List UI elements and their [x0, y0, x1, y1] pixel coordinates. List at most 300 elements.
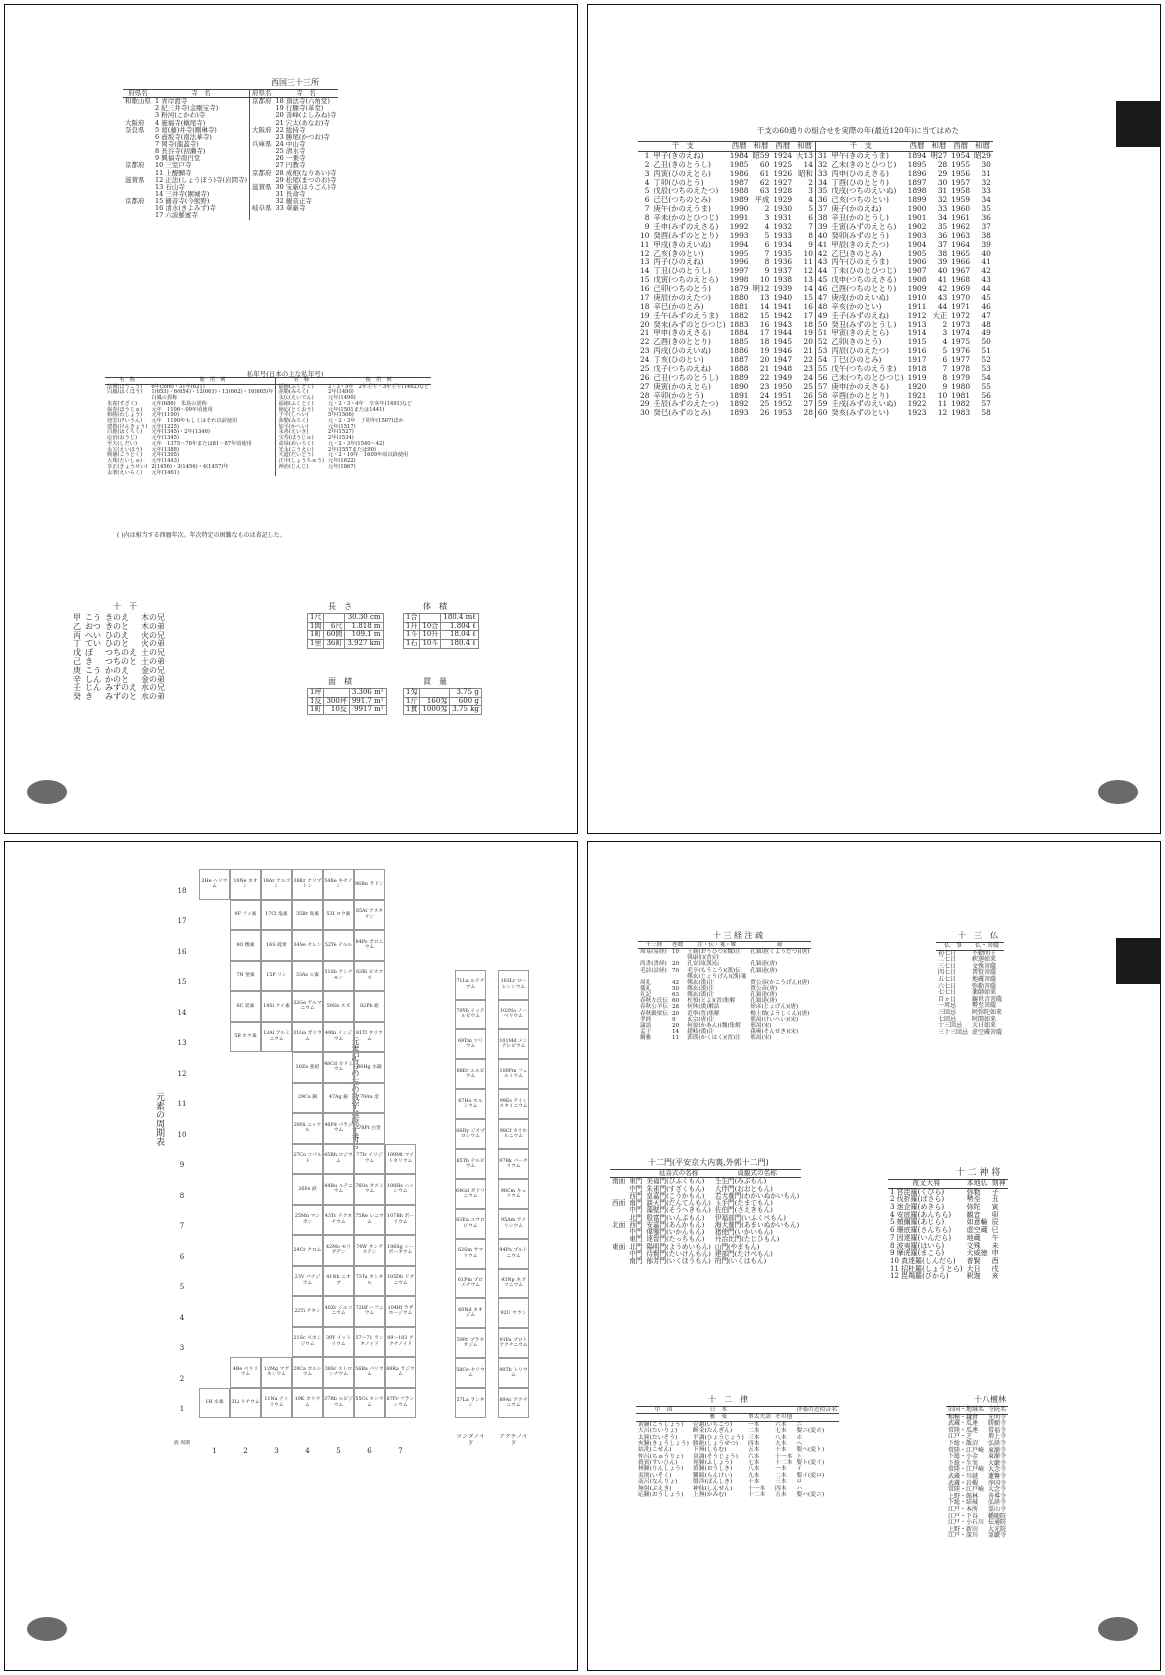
- actinoid-label: アクチノイド: [499, 1434, 528, 1447]
- table-cell: 善導寺: [988, 1492, 1007, 1500]
- table-cell: 水の弟: [141, 692, 165, 702]
- table-cell: 江戸・下谷: [948, 1512, 979, 1520]
- table-cell: 1978: [951, 363, 971, 373]
- table-cell: 30.30 cm: [345, 614, 383, 623]
- table-cell: 6: [808, 213, 813, 222]
- element-cell: 49In インジウム: [323, 1022, 354, 1053]
- table-cell: 常陸・江戸崎: [948, 1446, 985, 1454]
- taiseki-table: [403, 613, 479, 649]
- table-cell: 1町: [308, 631, 324, 640]
- table-cell: 三回忌: [938, 1008, 957, 1016]
- table-cell: [249, 148, 273, 155]
- table-cell: [123, 205, 153, 212]
- table-cell: 東門: [629, 1235, 643, 1244]
- table-cell: 9: [764, 266, 770, 276]
- element-cell: 95Am アメリシウム: [498, 1209, 529, 1239]
- table-cell: 孫奭(そんせき)(宋): [750, 1028, 799, 1035]
- table-cell: 19: [803, 328, 813, 338]
- table-cell: 14: [803, 284, 813, 293]
- table-cell: 1912: [907, 310, 927, 320]
- table-cell: 癸丑(みずのとうし): [831, 319, 897, 329]
- table-cell: 庚寅(かのえとら): [653, 381, 711, 391]
- table-cell: 19: [759, 346, 770, 356]
- table-cell: 戊申(つちのえさる): [831, 275, 897, 285]
- column-header: 府県名: [249, 90, 273, 98]
- table-cell: 32: [981, 177, 991, 187]
- table-cell: 62: [759, 177, 770, 187]
- table-cell: 8 波夷羅(はいら): [890, 1241, 945, 1250]
- table-cell: 1合: [404, 614, 420, 623]
- danrin-title: 十八檀林: [974, 1395, 1006, 1404]
- table-cell: 18.04 ℓ: [441, 631, 478, 640]
- table-cell: 明27: [930, 150, 948, 160]
- table-cell: 31 長命寺: [275, 189, 306, 198]
- element-cell: 14Si ケイ素: [261, 991, 292, 1022]
- table-cell: 辛酉(かのととり): [831, 390, 889, 400]
- table-cell: 1902: [907, 221, 927, 231]
- table-cell: 応鐘(おうしょう): [638, 1491, 684, 1498]
- table-cell: 中門: [629, 1228, 643, 1236]
- table-cell: 庚申(かのえさる): [831, 381, 889, 391]
- table-cell: 丁: [73, 639, 81, 649]
- table-cell: 1980: [951, 381, 971, 391]
- table-cell: 20 善峰(よしみね)寺: [275, 111, 337, 120]
- table-cell: 5: [644, 186, 650, 196]
- table-cell: 9: [942, 381, 948, 391]
- table-cell: 1936: [773, 257, 793, 267]
- table-cell: 27 円教寺: [275, 161, 306, 170]
- table-cell: 991.7 m²: [349, 697, 386, 706]
- table-cell: 1923: [907, 408, 927, 418]
- saigoku-title: 西国三十三所: [271, 78, 319, 87]
- table-cell: 1977: [951, 355, 971, 364]
- table-cell: 26: [759, 408, 770, 418]
- element-cell: 94Pu プルトニウム: [498, 1239, 529, 1269]
- table-cell: 西門: [629, 1191, 643, 1200]
- element-cell: 24Cr クロム: [292, 1235, 323, 1266]
- table-cell: 霊山寺: [988, 1505, 1007, 1513]
- table-cell: 1905: [907, 248, 927, 258]
- table-cell: 丹治比門(たじひもん): [714, 1235, 780, 1244]
- table-cell: 甲戌(きのえいぬ): [653, 239, 711, 249]
- jusanbutsu-title: 十 三 仏: [958, 931, 998, 940]
- table-cell: 1994: [729, 239, 749, 249]
- table-cell: 普賢: [966, 1256, 981, 1265]
- table-cell: 1881: [729, 301, 749, 311]
- element-cell: 23V バナジウム: [292, 1266, 323, 1297]
- table-cell: 16: [759, 319, 770, 329]
- table-cell: 2: [644, 159, 650, 169]
- column-header: 和暦: [972, 142, 993, 152]
- table-cell: 10合: [420, 622, 441, 631]
- nengo-table: [105, 377, 431, 476]
- table-cell: 46: [815, 285, 829, 294]
- period-number: 5: [336, 1447, 341, 1456]
- table-cell: 京都府: [125, 161, 145, 170]
- table-cell: 6: [764, 239, 770, 249]
- table-cell: 1893: [729, 408, 749, 418]
- table-cell: 1947: [773, 355, 793, 364]
- column-header: 寺 名: [153, 90, 249, 98]
- table-cell: 57: [815, 383, 829, 392]
- table-cell: 8 長谷寺(初瀬寺): [155, 147, 206, 156]
- element-cell: 56Ba バリウム: [354, 1357, 385, 1388]
- element-cell: 41Nb ニオブ: [323, 1266, 354, 1297]
- table-cell: 30: [640, 408, 650, 418]
- table-cell: 8: [764, 257, 770, 267]
- table-cell: 盤渉(ばんしき): [692, 1479, 733, 1486]
- table-cell: 8: [808, 230, 813, 240]
- table-cell: 中門: [629, 1206, 643, 1215]
- element-cell: 107Bh ボーリウム: [385, 1205, 416, 1236]
- table-cell: 乙巳(きのとみ): [831, 248, 882, 258]
- element-cell: 32Ge ゲルマニウム: [292, 991, 323, 1022]
- table-cell: 1959: [951, 195, 971, 205]
- table-cell: 1921: [907, 390, 927, 400]
- column-header: [746, 1407, 773, 1414]
- table-cell: 大光院: [988, 1525, 1007, 1533]
- table-cell: 酉: [991, 1256, 999, 1265]
- table-cell: 24: [640, 355, 650, 364]
- table-cell: [123, 148, 153, 155]
- table-cell: 32: [815, 161, 829, 170]
- table-cell: 1884: [729, 328, 749, 338]
- element-cell: 10Ne ネオン: [230, 869, 261, 900]
- table-cell: 毛詩(詩経): [640, 967, 667, 974]
- table-cell: 九本: [775, 1440, 787, 1447]
- table-cell: 2 伐折羅(ばさら): [890, 1195, 945, 1204]
- table-cell: 兵庫県: [249, 141, 273, 148]
- table-cell: 17: [640, 292, 650, 302]
- table-cell: 元年(1490): [328, 395, 356, 402]
- table-cell: 若犬養門(わかいぬかいもん): [714, 1191, 800, 1200]
- table-cell: 33: [815, 170, 829, 179]
- column-header: 和暦: [794, 142, 815, 152]
- element-cell: 1H 水素: [199, 1388, 230, 1419]
- table-cell: 下総・結城: [948, 1499, 979, 1507]
- table-cell: 1 宮毘羅(くびら): [890, 1187, 945, 1196]
- table-cell: 辛未(かのとひつじ): [653, 213, 719, 222]
- element-cell: 106Sg シーボーギウム: [385, 1235, 416, 1266]
- element-cell: 67Ho ホルミウム: [455, 1089, 486, 1119]
- jusangyo-title: 十 三 経 注 疏: [712, 931, 764, 940]
- element-cell: 4Be ベリリウム: [230, 1357, 261, 1388]
- table-cell: 3: [808, 186, 813, 196]
- table-cell: 趙岐(漢)注: [687, 1028, 714, 1035]
- table-cell: 癸未(みずのとひつじ): [653, 319, 726, 329]
- table-cell: 丑: [991, 1195, 999, 1204]
- table-cell: 17 六波羅蜜寺: [155, 211, 198, 220]
- table-cell: 大阪府: [125, 118, 145, 127]
- table-cell: 16 清水(きよみず)寺: [155, 204, 216, 213]
- nengo-note: ( )内は相当する西暦年次。年次特定の困難なものは省記した。: [117, 532, 286, 539]
- table-cell: 江戸・本所: [948, 1505, 979, 1513]
- column-header: 洋楽の近似音名: [796, 1407, 838, 1413]
- table-cell: 西門: [629, 1220, 643, 1229]
- table-cell: 1886: [729, 346, 749, 356]
- table-cell: 林鐘(りんしょう): [638, 1466, 684, 1473]
- table-cell: 31: [981, 168, 991, 178]
- table-cell: 建部門(たけべもん): [714, 1249, 773, 1258]
- table-cell: 偉鑒門(いかんもん): [646, 1228, 705, 1236]
- table-cell: 楊士勛(ようしくん)(唐): [750, 1010, 810, 1017]
- element-cell: 75Re レニウム: [354, 1205, 385, 1236]
- group-number: 7: [179, 1222, 185, 1231]
- table-cell: 12: [640, 248, 650, 258]
- table-cell: 53: [815, 347, 829, 356]
- table-cell: 52: [981, 355, 991, 364]
- table-cell: 1925: [773, 159, 793, 169]
- table-cell: 十本: [775, 1447, 787, 1454]
- table-cell: 四本: [747, 1440, 760, 1447]
- table-cell: 北面: [612, 1220, 626, 1229]
- table-cell: 1998: [729, 275, 749, 285]
- table-cell: 文殊: [966, 1241, 981, 1250]
- table-cell: 乙丑(きのとうし): [653, 159, 711, 169]
- element-cell: 84Po ポロニウム: [354, 930, 385, 961]
- junishinsho-title: 十 二 神 将: [955, 1168, 1001, 1178]
- table-cell: 相模・鎌倉: [948, 1413, 979, 1421]
- element-cell: 18Ar アルゴン: [261, 869, 292, 900]
- table-cell: 1981: [951, 390, 971, 400]
- table-cell: 38: [981, 230, 991, 240]
- table-cell: 5 頞儞羅(あじら): [890, 1218, 945, 1227]
- table-cell: 上無(かみむ): [692, 1491, 727, 1498]
- table-cell: 6年(596)・31年(621): [151, 383, 205, 390]
- table-cell: 霊巌寺: [988, 1532, 1007, 1540]
- table-cell: 40: [815, 232, 829, 241]
- table-cell: 36: [937, 230, 948, 240]
- table-cell: 宝寿(ほうじゅ): [276, 436, 326, 442]
- column-header: 寺 名: [273, 90, 338, 98]
- table-cell: 37: [981, 221, 991, 231]
- table-cell: 十二本: [747, 1491, 766, 1498]
- table-cell: 7 岡寺(龍蓋寺): [155, 139, 199, 148]
- table-cell: イ: [796, 1466, 803, 1473]
- table-cell: 1896: [907, 168, 927, 178]
- table-cell: 1966: [951, 257, 971, 267]
- table-cell: 16: [803, 301, 813, 311]
- element-cell: 108Hs ハッシウム: [385, 1174, 416, 1205]
- table-row: [946, 1533, 1008, 1540]
- table-cell: 加平(かへい): [276, 425, 326, 431]
- table-cell: 范寧(晋)集解: [687, 1010, 720, 1017]
- table-cell: 14: [803, 159, 813, 169]
- column-header: 干 支: [815, 142, 905, 152]
- table-cell: 55: [981, 381, 991, 391]
- table-cell: 武蔵・岩槻: [948, 1479, 979, 1487]
- table-cell: 五本: [747, 1447, 760, 1454]
- table-cell: 1991: [729, 213, 749, 222]
- table-cell: 皇嘉門(こうかもん): [646, 1191, 705, 1200]
- table-cell: 木の弟: [141, 621, 165, 631]
- table-cell: 正中(しょうちゅう): [276, 459, 326, 465]
- table-cell: 48: [981, 319, 991, 329]
- table-cell: 10: [937, 390, 948, 400]
- element-cell: 9F フッ素: [230, 900, 261, 931]
- table-cell: 西面: [612, 1199, 626, 1207]
- table-cell: 弘経寺: [988, 1439, 1007, 1447]
- table-cell: 1958: [951, 186, 971, 196]
- table-cell: 元年(1501または1441): [328, 406, 385, 413]
- table-cell: 4: [942, 337, 948, 347]
- table-row: [638, 949, 811, 956]
- table-cell: 1975: [951, 337, 971, 347]
- table-row: [936, 1030, 1004, 1037]
- table-cell: 30 宝厳(ほうごん)寺: [275, 182, 337, 191]
- table-cell: 岐阜県: [249, 205, 273, 212]
- table-cell: 待賢門(たいけんもん): [646, 1249, 711, 1258]
- table-cell: 21: [640, 328, 650, 338]
- table-cell: 3.306 m²: [349, 689, 386, 698]
- table-row: [638, 409, 993, 418]
- table-cell: 毛亨(もうこう)(漢)伝: [687, 967, 741, 974]
- column-header: 箏太夫語: [747, 1414, 772, 1421]
- table-cell: 乙卯(きのとう): [831, 337, 882, 347]
- table-cell: かのと: [105, 674, 129, 684]
- table-row: [308, 640, 384, 649]
- column-header: 刻神: [991, 1179, 1006, 1187]
- table-cell: [123, 184, 153, 191]
- table-cell: 平調(ひょうじょう): [692, 1434, 744, 1441]
- table-cell: 和歌山県: [125, 97, 151, 106]
- table-cell: 30: [937, 177, 948, 187]
- table-cell: 増上寺: [988, 1433, 1007, 1441]
- table-row: [888, 1273, 1008, 1281]
- table-cell: 59: [815, 400, 829, 409]
- table-cell: 嬰ハ(変ニ): [796, 1491, 825, 1498]
- table-cell: 不動明王: [972, 949, 997, 957]
- table-cell: 29: [937, 168, 948, 178]
- table-cell: 談天門(だんてんもん): [646, 1199, 711, 1207]
- table-cell: 鳧鐘(ふしょう): [692, 1460, 733, 1466]
- table-cell: 1883: [729, 319, 749, 329]
- column-header: 巻数: [671, 942, 684, 948]
- table-cell: 1908: [907, 275, 927, 285]
- table-cell: 弥勒(みろく): [276, 390, 326, 396]
- table-cell: 40: [981, 248, 991, 258]
- table-cell: 1930: [773, 204, 793, 214]
- table-cell: 10: [640, 230, 650, 240]
- table-cell: 辰: [991, 1218, 999, 1227]
- element-cell: 51Sb アンチモン: [323, 961, 354, 992]
- menseki-table: [307, 688, 387, 715]
- element-cell: 104Rf ラザホージウム: [385, 1296, 416, 1327]
- table-cell: 26: [803, 390, 813, 400]
- table-cell: 壬辰(みずのえたつ): [653, 399, 719, 409]
- table-cell: こう: [85, 613, 101, 622]
- table-cell: 1879: [729, 284, 749, 293]
- table-cell: 1.818 m: [345, 622, 383, 631]
- table-cell: 乙: [73, 621, 81, 631]
- group-number: 5: [179, 1283, 185, 1292]
- table-cell: き: [85, 692, 93, 702]
- table-header-row: [638, 142, 993, 152]
- table-cell: 36: [815, 196, 829, 205]
- table-cell: かのえ: [105, 665, 129, 675]
- table-cell: 52: [815, 338, 829, 347]
- element-cell: 21Sc スカンジウム: [292, 1327, 323, 1358]
- thumb-index-tab: [1116, 101, 1160, 147]
- table-cell: 2 紀三井寺(金剛宝寺): [155, 104, 219, 113]
- table-cell: 49: [815, 312, 829, 321]
- element-cell: 36Kr クリプトン: [292, 869, 323, 900]
- table-cell: 35: [815, 187, 829, 196]
- table-cell: 600 g: [450, 697, 482, 706]
- element-cell: 2He ヘリウム: [199, 869, 230, 900]
- table-cell: 180.4 ℓ: [441, 640, 478, 649]
- table-cell: 十本: [747, 1479, 760, 1486]
- table-cell: 勢至: [966, 1195, 981, 1204]
- table-cell: 1906: [907, 257, 927, 267]
- column-header: 西暦: [949, 142, 972, 152]
- table-cell: 35: [981, 204, 991, 214]
- page-marker-dot: [1098, 780, 1138, 804]
- period-number: 1: [212, 1447, 217, 1456]
- table-cell: ロ: [796, 1479, 803, 1486]
- table-cell: 嬰ト(変イ): [796, 1460, 825, 1466]
- table-cell: 保寿(ほうじゅ): [107, 406, 143, 413]
- table-cell: 9: [808, 239, 813, 249]
- table-cell: 三十三回忌: [938, 1028, 969, 1036]
- table-cell: 47: [981, 310, 991, 320]
- table-cell: 鸞鏡(らんけい): [692, 1472, 733, 1479]
- table-cell: 15: [640, 275, 650, 285]
- table-row: [308, 689, 387, 698]
- table-cell: しん: [85, 674, 101, 684]
- table-cell: 庚子(かのえね): [831, 204, 882, 214]
- table-cell: 己丑(つちのとうし): [653, 372, 719, 382]
- table-cell: 3.75 g: [450, 689, 482, 698]
- table-cell: 29: [640, 399, 650, 409]
- table-cell: [420, 614, 441, 623]
- table-cell: 元・2・3年(1540〜42): [328, 440, 385, 447]
- element-cell: 30Zn 亜鉛: [292, 1052, 323, 1083]
- table-cell: 1里: [308, 640, 324, 649]
- table-cell: 1938: [773, 275, 793, 285]
- table-cell: 36: [981, 213, 991, 222]
- table-cell: 地蔵: [966, 1233, 981, 1242]
- table-cell: 7: [764, 248, 770, 258]
- group-number: 15: [177, 978, 187, 987]
- table-cell: 7: [808, 221, 813, 231]
- table-cell: 虚空蔵菩薩: [972, 1028, 1003, 1036]
- table-cell: 孔穎達(唐): [750, 998, 778, 1005]
- table-cell: 9: [671, 1016, 676, 1023]
- table-cell: 夾鐘(きょうしょう): [638, 1440, 689, 1447]
- table-cell: 朱雀(すざく): [107, 400, 137, 407]
- table-cell: 12: [803, 266, 813, 276]
- table-cell: 1973: [951, 319, 971, 329]
- table-cell: 10: [671, 949, 680, 956]
- table-cell: 2(1456)・3(1456)・4(1457)年: [151, 463, 229, 470]
- column-header: 名 称: [276, 378, 326, 385]
- table-cell: 土の弟: [141, 656, 165, 666]
- table-cell: 23: [803, 363, 813, 373]
- table-cell: 丁酉(ひのととり): [831, 177, 889, 187]
- table-cell: 5 葛(藤)井寺(剛琳寺): [155, 125, 217, 134]
- table-cell: 二本: [747, 1428, 760, 1435]
- table-cell: 6 壺坂寺(南法華寺): [155, 132, 212, 141]
- table-cell: 7: [942, 363, 948, 373]
- table-cell: 1934: [773, 239, 793, 249]
- group-number: 9: [179, 1161, 185, 1170]
- table-cell: 京都府: [125, 197, 145, 206]
- table-cell: 29 松尾(まつのお)寺: [275, 175, 337, 184]
- table-cell: 25: [803, 381, 813, 391]
- table-cell: 南面: [612, 1177, 626, 1186]
- table-cell: 11: [671, 1035, 680, 1042]
